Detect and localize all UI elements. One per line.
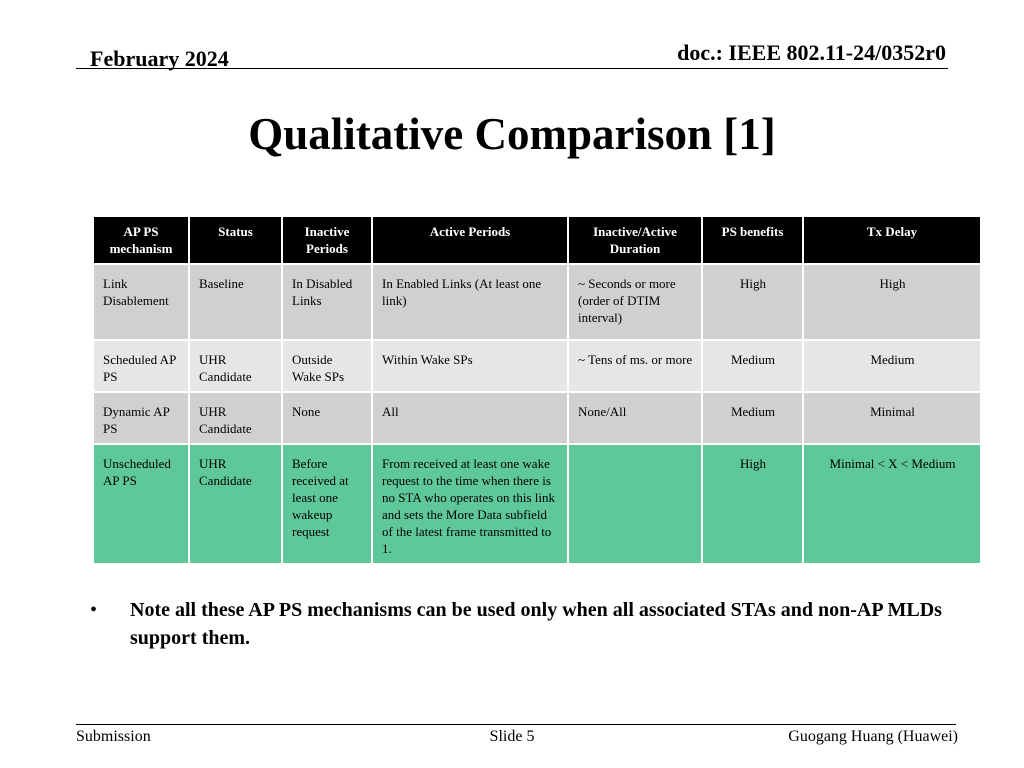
table-header-row bbox=[93, 216, 981, 264]
header-divider bbox=[76, 68, 948, 69]
slide-title: Qualitative Comparison [1] bbox=[248, 109, 776, 159]
table-cell: All bbox=[372, 392, 568, 444]
table-cell: Within Wake SPs bbox=[372, 340, 568, 392]
column-header: Inactive/Active Duration bbox=[568, 216, 702, 264]
note-bullet bbox=[90, 596, 970, 652]
table-cell: High bbox=[702, 444, 803, 564]
table-cell: UHR Candidate bbox=[189, 444, 282, 564]
table-row-highlighted bbox=[93, 444, 981, 564]
footer-divider bbox=[76, 724, 956, 725]
column-header: PS benefits bbox=[702, 216, 803, 264]
table-cell: Unscheduled AP PS bbox=[93, 444, 189, 564]
table-cell: None/All bbox=[568, 392, 702, 444]
table-cell: Baseline bbox=[189, 264, 282, 340]
table-cell: Outside Wake SPs bbox=[282, 340, 372, 392]
table-cell: ~ Tens of ms. or more bbox=[568, 340, 702, 392]
header-date: February 2024 bbox=[90, 46, 229, 71]
table-row bbox=[93, 340, 981, 392]
table-row bbox=[93, 264, 981, 340]
table-cell: UHR Candidate bbox=[189, 392, 282, 444]
table-cell: High bbox=[702, 264, 803, 340]
table-cell: In Disabled Links bbox=[282, 264, 372, 340]
column-header: Tx Delay bbox=[803, 216, 981, 264]
table-row bbox=[93, 392, 981, 444]
table-cell: Medium bbox=[702, 392, 803, 444]
table-cell: From received at least one wake request to the time when there is no STA who operates on this link and sets the More Data subfield of the latest frame transmitted to 1. bbox=[372, 444, 568, 564]
table-cell: Minimal < X < Medium bbox=[803, 444, 981, 564]
table-cell: None bbox=[282, 392, 372, 444]
column-header: Active Periods bbox=[372, 216, 568, 264]
note-text: Note all these AP PS mechanisms can be used only when all associated STAs and non-AP MLDs support them. bbox=[130, 599, 942, 649]
column-header: Inactive Periods bbox=[282, 216, 372, 264]
table-cell: Before received at least one wakeup request bbox=[282, 444, 372, 564]
column-header: Status bbox=[189, 216, 282, 264]
table-cell: Link Disablement bbox=[93, 264, 189, 340]
footer-author: Guogang Huang (Huawei) bbox=[788, 728, 958, 745]
footer-submission: Submission bbox=[76, 728, 151, 745]
table-cell: Medium bbox=[803, 340, 981, 392]
table-cell: Scheduled AP PS bbox=[93, 340, 189, 392]
header-doc-id: doc.: IEEE 802.11-24/0352r0 bbox=[677, 40, 946, 65]
table-cell: Medium bbox=[702, 340, 803, 392]
table-cell: ~ Seconds or more (order of DTIM interval) bbox=[568, 264, 702, 340]
table-cell: UHR Candidate bbox=[189, 340, 282, 392]
comparison-table bbox=[92, 215, 982, 565]
table-cell: In Enabled Links (At least one link) bbox=[372, 264, 568, 340]
table-cell: Minimal bbox=[803, 392, 981, 444]
bullet-marker: • bbox=[90, 599, 98, 621]
column-header: AP PS mechanism bbox=[93, 216, 189, 264]
table-cell bbox=[568, 444, 702, 564]
footer-slide-number: Slide 5 bbox=[489, 728, 535, 745]
table-cell: Dynamic AP PS bbox=[93, 392, 189, 444]
table-cell: High bbox=[803, 264, 981, 340]
